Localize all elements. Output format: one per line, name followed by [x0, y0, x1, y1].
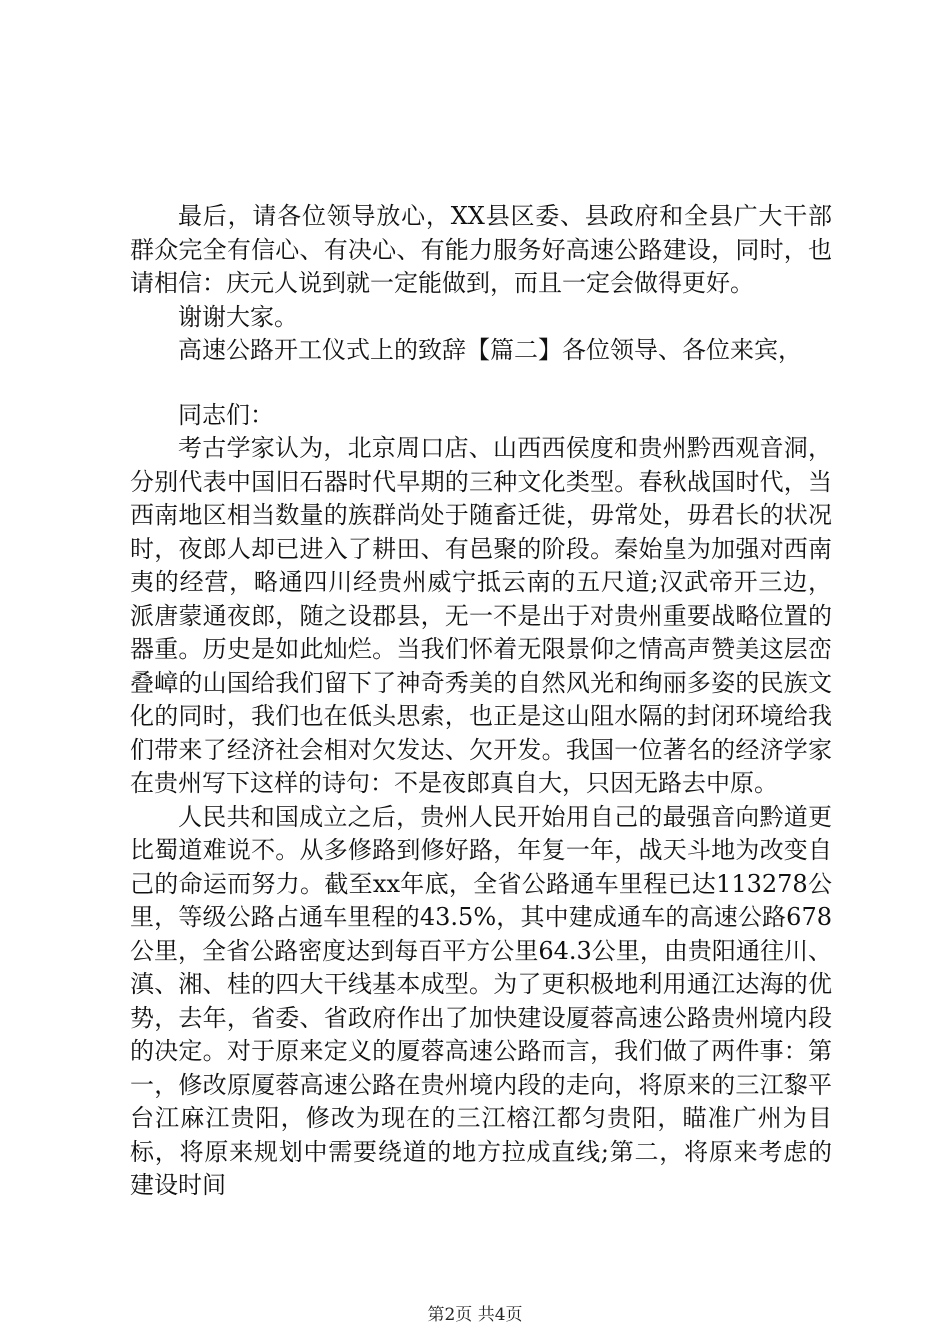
document-body: [130, 200, 832, 1203]
paragraph-salutation: 同志们：: [178, 400, 274, 429]
paragraph-thanks: 谢谢大家。: [178, 302, 298, 331]
page-number-footer: 第2页 共4页: [427, 1305, 523, 1325]
paragraph-closing: 最后，请各位领导放心，XX县区委、县政府和全县广大干部群众完全有信心、有决心、有能力服务好高速公路建设，同时，也请相信：庆元人说到就一定能做到，而且一定会做得更好。: [130, 202, 832, 297]
paragraph-speech-title: 高速公路开工仪式上的致辞【篇二】各位领导、各位来宾，: [178, 336, 802, 364]
paragraph-history: 考古学家认为，北京周口店、山西西侯度和贵州黔西观音洞，分别代表中国旧石器时代早期的三种文化类型。春秋战国时代，当西南地区相当数量的族群尚处于随畜迁徙，毋常处，毋君长的状况时，夜郎人却已进入了耕田、有邑聚的阶段。秦始皇为加强对西南夷的经营，略通四川经贵州威宁抵云南的五尺道;汉武帝开三边，派唐蒙通夜郎，随之设郡县，无一不是出于对贵州重要战略位置的器重。历史是如此灿烂。当我们怀着无限景仰之情高声赞美这层峦叠嶂的山国给我们留下了神奇秀美的自然风光和绚丽多姿的民族文化的同时，我们也在低头思索，也正是这山阻水隔的封闭环境给我们带来了经济社会相对欠发达、欠开发。我国一位著名的经济学家在贵州写下这样的诗句：不是夜郎真自大，只因无路去中原。: [130, 434, 832, 797]
paragraph-development: 人民共和国成立之后，贵州人民开始用自己的最强音向黔道更比蜀道难说不。从多修路到修好路，年复一年，战天斗地为改变自己的命运而努力。截至xx年底，全省公路通车里程已达113278公里，等级公路占通车里程的43.5%，其中建成通车的高速公路678公里，全省公路密度达到每百平方公里64.3公里，由贵阳通往川、滇、湘、桂的四大干线基本成型。为了更积极地利用通江达海的优势，去年，省委、省政府作出了加快建设厦蓉高速公路贵州境内段的决定。对于原来定义的厦蓉高速公路而言，我们做了两件事：第一，修改原厦蓉高速公路在贵州境内段的走向，将原来的三江黎平台江麻江贵阳，修改为现在的三江榕江都匀贵阳，瞄准广州为目标，将原来规划中需要绕道的地方拉成直线;第二，将原来考虑的建设时间: [130, 802, 832, 1199]
